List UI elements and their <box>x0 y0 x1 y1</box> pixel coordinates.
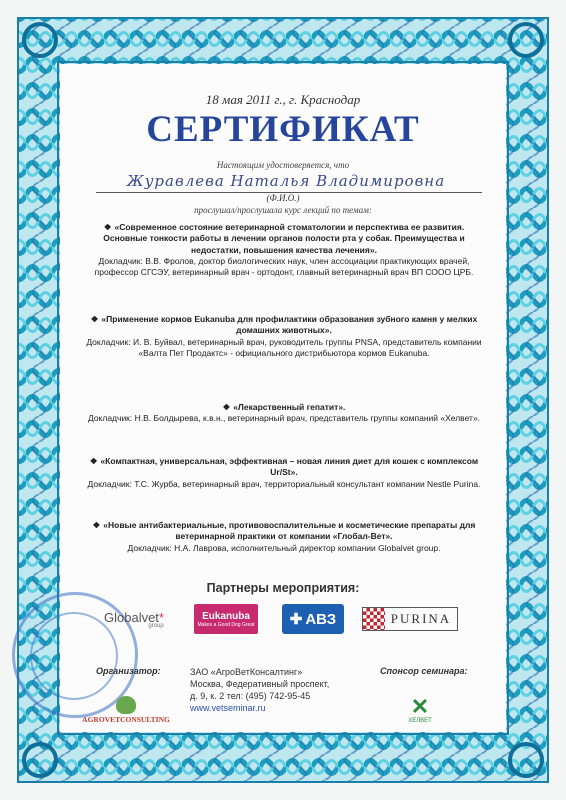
fio-label: (Ф.И.О.) <box>266 193 300 203</box>
bullet-icon: ❖ <box>92 520 101 530</box>
lecture-item <box>84 402 484 425</box>
organizer-label: Организатор: <box>96 666 161 676</box>
organizer-company: ЗАО «АгроВетКонсалтинг» <box>190 667 303 677</box>
partners-title: Партнеры мероприятия: <box>206 581 360 595</box>
date-line: 18 мая 2011 г., г. Краснодар <box>205 92 361 107</box>
globalvet-logo: Globalvet* group <box>104 609 164 629</box>
lecture-speaker: Докладчик: Н.В. Болдырева, к.в.н., ветеринарный врач, представитель группы компаний «Хелвет». <box>87 413 481 424</box>
certificate-content <box>70 84 496 780</box>
lecture-speaker: Докладчик: И. В. Буйвал, ветеринарный врач, руководитель группы PNSA, представитель компании «Валта Пет Продактс» - официального дистрибьютора кормов Eukanuba. <box>86 336 482 358</box>
bullet-icon: ❖ <box>89 456 98 466</box>
organizer-details <box>190 666 390 714</box>
organizer-address-2: д. 9, к. 2 тел: (495) 742-95-45 <box>190 691 311 701</box>
agrovetconsulting-logo: AGROVETCONSULTING <box>74 696 178 724</box>
organizer-address-1: Москва, Федеративный проспект, <box>190 679 330 689</box>
abz-logo: ✚ АВЗ <box>282 604 344 634</box>
lecture-title: ❖ «Новые антибактериальные, противовоспалительные и косметические препараты для ветеринарной практики от компании «Глобал-Вет». <box>92 520 476 542</box>
sponsor-label: Спонсор семинара: <box>380 666 468 676</box>
lecture-item <box>84 314 484 359</box>
plus-icon: ✚ <box>289 611 303 628</box>
attended-text: прослушал/прослушала курс лекций по темам: <box>194 205 372 215</box>
partner-logos <box>70 604 496 640</box>
organizer-website-link[interactable]: www.vetseminar.ru <box>190 703 266 713</box>
purina-logo: PURINA <box>360 604 460 634</box>
recipient-name: Журавлева Наталья Владимировна <box>126 172 446 190</box>
lecture-speaker: Докладчик: Н.А. Лаврова, исполнительный директор компании Globalvet group. <box>127 542 441 553</box>
x-icon: ✕ <box>410 694 430 719</box>
bullet-icon: ❖ <box>222 402 231 412</box>
apple-icon <box>116 696 136 714</box>
lecture-speaker: Докладчик: Т.С. Журба, ветеринарный врач, территориальный консультант компании Nestle Purina. <box>87 478 481 489</box>
lecture-item <box>84 222 484 278</box>
lecture-title: ❖ «Лекарственный гепатит». <box>222 402 346 412</box>
bullet-icon: ❖ <box>90 314 99 324</box>
lecture-title: ❖ «Компактная, универсальная, эффективная – новая линия диет для кошек с комплексом Ur/St». <box>89 456 479 478</box>
certify-text: Настоящим удостоверяется, что <box>216 160 350 170</box>
lecture-title: ❖ «Современное состояние ветеринарной стоматологии и перспектива ее развития. Основные тонкости работы в лечении органов полости рта у собак. Преимущества и недостатки, повышения качества лечения». <box>103 222 465 255</box>
helvet-logo: ✕ ХЕЛВЕТ <box>400 696 440 724</box>
lecture-item <box>84 456 484 490</box>
lecture-item <box>84 520 484 554</box>
lecture-title: ❖ «Применение кормов Eukanuba для профилактики образования зубного камня у мелких домашних животных». <box>90 314 478 336</box>
certificate-title: СЕРТИФИКАТ <box>146 109 420 150</box>
eukanuba-logo: Eukanuba Makes a Good Dog Great <box>194 604 258 634</box>
bullet-icon: ❖ <box>103 222 112 232</box>
checkerboard-icon <box>363 608 385 630</box>
lecture-speaker: Докладчик: В.В. Фролов, доктор биологических наук, член ассоциации практикующих врачей, профессор СГСЭУ, ветеринарный врач - ортодонт, главный ветеринарный врач ВП СООО ЦРБ. <box>94 255 474 278</box>
